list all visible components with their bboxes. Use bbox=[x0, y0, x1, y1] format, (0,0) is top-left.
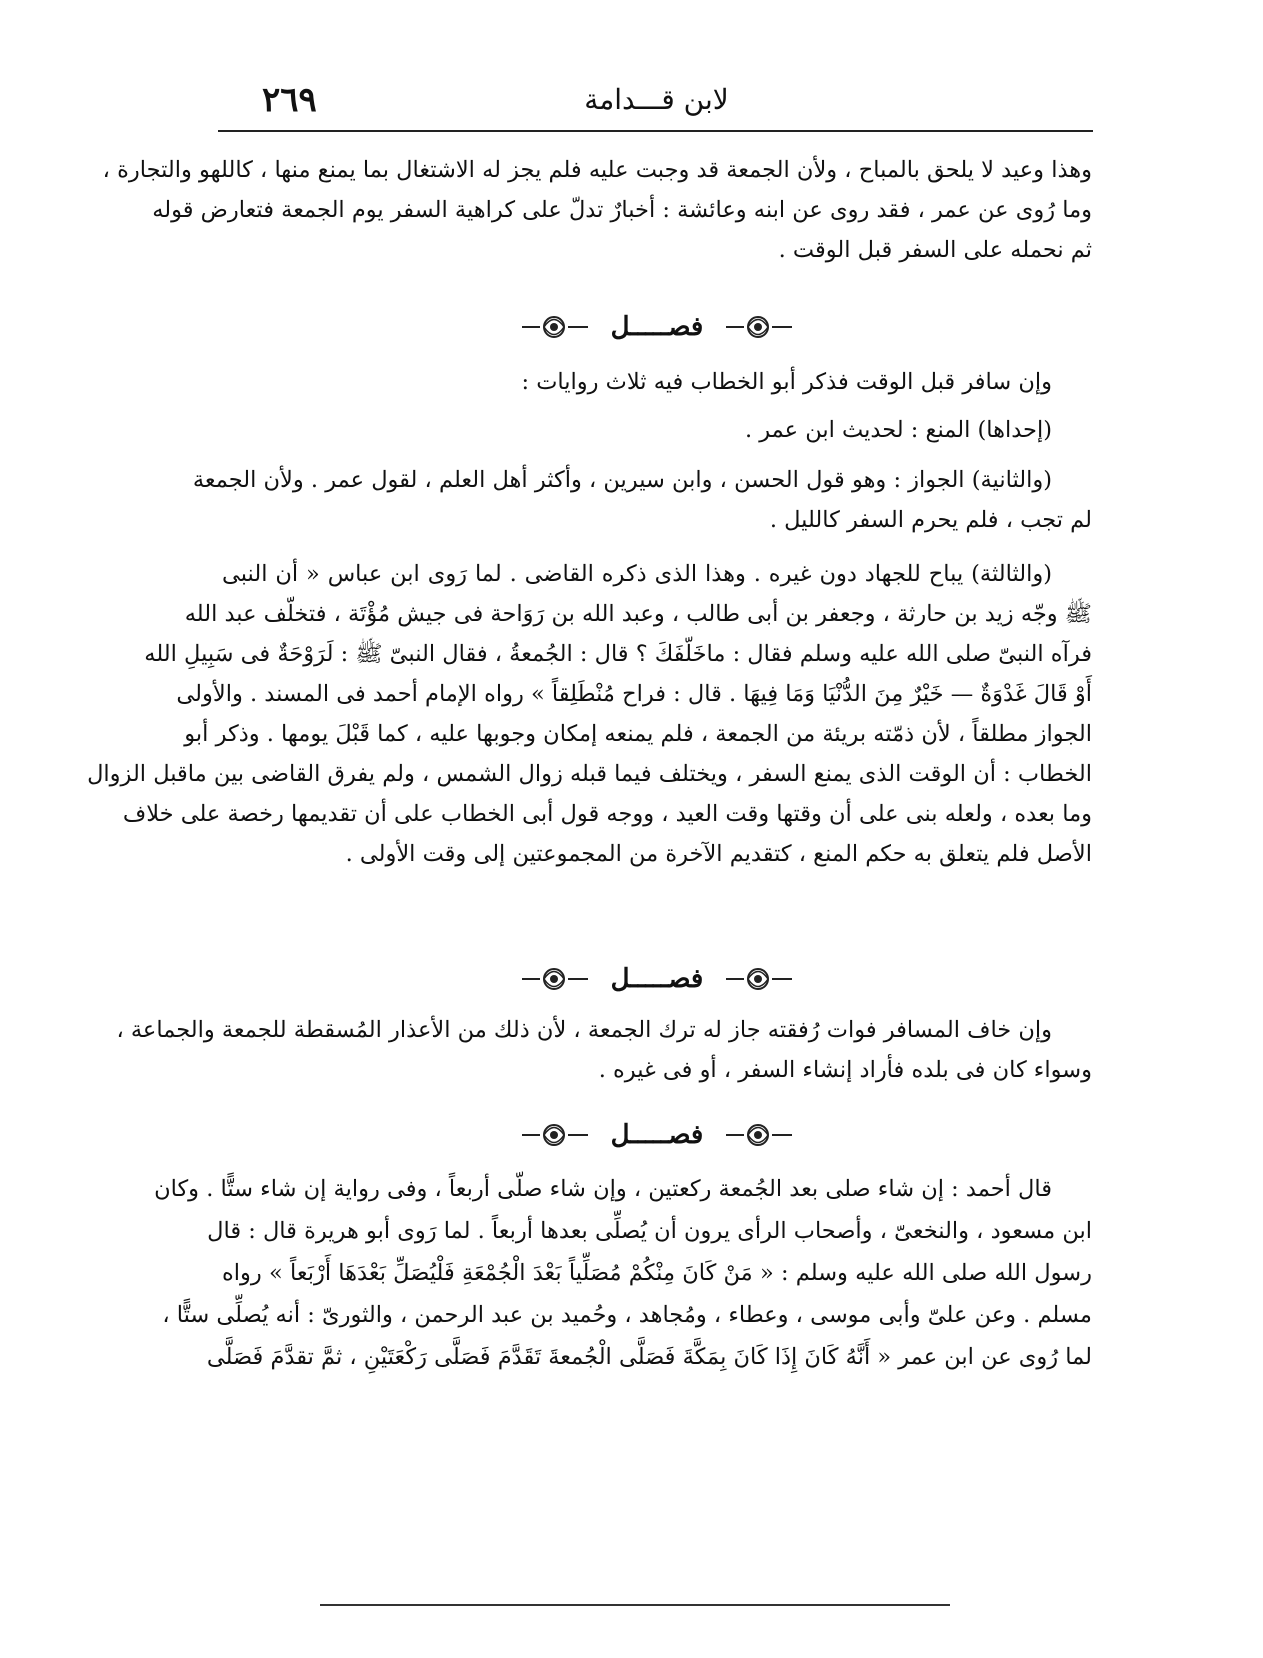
paragraph-opening bbox=[102, 150, 1092, 270]
text-line: ابن مسعود ، والنخعىّ ، وأصحاب الرأى يرون أن يُصلِّى بعدها أربعاً . لما رَوى أبو هريرة قال : قال bbox=[207, 1218, 1092, 1244]
text-line: وسواء كان فى بلده فأراد إنشاء السفر ، أو فى غيره . bbox=[598, 1057, 1092, 1083]
section-body bbox=[154, 1168, 1092, 1378]
text-line: قال أحمد : إن شاء صلى بعد الجُمعة ركعتين ، وإن شاء صلّى أربعاً ، وفى رواية إن شاء ستًّا . وكان bbox=[154, 1176, 1052, 1202]
text-line: وما بعده ، ولعله بنى على أن وقتها وقت العيد ، ووجه قول أبى الخطاب على أن تقديمها رخصة على خلاف bbox=[122, 801, 1092, 827]
text-line: ﷺ وجّه زيد بن حارثة ، وجعفر بن أبى طالب ، وعبد الله بن رَوَاحة فى جيش مُؤْتَة ، فتخلّف عبد الله bbox=[184, 601, 1092, 627]
text-line: (والثالثة) يباح للجهاد دون غيره . وهذا الذى ذكره القاضى . لما رَوى ابن عباس « أن النبى bbox=[222, 561, 1052, 587]
section-heading bbox=[222, 956, 1092, 1000]
ornament-icon bbox=[520, 964, 590, 994]
ornament-icon bbox=[724, 1120, 794, 1150]
text-line: (والثانية) الجواز : وهو قول الحسن ، وابن سيرين ، وأكثر أهل العلم ، لقول عمر . ولأن الجمعة bbox=[192, 467, 1052, 493]
section-body bbox=[116, 1010, 1092, 1090]
ornament-icon bbox=[520, 1120, 590, 1150]
text-line: لم تجب ، فلم يحرم السفر كالليل . bbox=[769, 507, 1092, 533]
page-number: ٢٦٩ bbox=[262, 80, 317, 120]
text-line: وإن سافر قبل الوقت فذكر أبو الخطاب فيه ثلاث روايات : bbox=[521, 369, 1052, 395]
text-line: وما رُوى عن عمر ، فقد روى عن ابنه وعائشة : أخبارٌ تدلّ على كراهية السفر يوم الجمعة فتعارض قوله bbox=[152, 197, 1092, 223]
section-body bbox=[87, 362, 1092, 874]
text-line: مسلم . وعن علىّ وأبى موسى ، وعطاء ، ومُجاهد ، وحُميد بن عبد الرحمن ، والثورىّ : أنه يُصلِّى ستًّا ، bbox=[162, 1302, 1092, 1328]
text-line: وهذا وعيد لا يلحق بالمباح ، ولأن الجمعة قد وجبت عليه فلم يجز له الاشتغال بما يمنع منها ، كاللهو والتجارة ، bbox=[102, 157, 1092, 183]
ornament-icon bbox=[724, 964, 794, 994]
text-line: رسول الله صلى الله عليه وسلم : « مَنْ كَانَ مِنْكُمْ مُصَلِّياً بَعْدَ الْجُمْعَةِ فَلْيُصَلِّ بَعْدَهَا أَرْبَعاً » رواه bbox=[222, 1260, 1092, 1286]
section-heading-label: فصـــــل bbox=[610, 1120, 704, 1150]
text-line: ثم نحمله على السفر قبل الوقت . bbox=[778, 237, 1092, 263]
text-line: أَوْ قَالَ غَدْوَةٌ — خَيْرٌ مِنَ الدُّنْيَا وَمَا فِيهَا . قال : فراح مُنْطَلِقاً » رواه الإمام أحمد فى المسند . والأولى bbox=[176, 681, 1092, 707]
running-title: لابن قـــدامة bbox=[584, 83, 729, 116]
text-line: فرآه النبىّ صلى الله عليه وسلم فقال : ماخَلّفَكَ ؟ قال : الجُمعةُ ، فقال النبىّ ﷺ : لَرَوْحَةٌ فى سَبِيلِ الله bbox=[144, 641, 1092, 667]
section-heading-label: فصـــــل bbox=[610, 312, 704, 342]
header-rule bbox=[218, 130, 1093, 132]
section-heading-label: فصـــــل bbox=[610, 964, 704, 994]
text-line: الأصل فلم يتعلق به حكم المنع ، كتقديم الآخرة من المجموعتين إلى وقت الأولى . bbox=[345, 841, 1092, 867]
section-heading bbox=[222, 304, 1092, 348]
text-line: لما رُوى عن ابن عمر « أَنَّهُ كَانَ إِذَا كَانَ بِمَكَّةَ فَصَلَّى الْجُمعةَ تَقَدَّمَ فَصَلَّى رَكْعَتَيْنِ ، ثمَّ تقدَّمَ فَصَلَّى bbox=[206, 1344, 1092, 1370]
footnote-rule bbox=[320, 1604, 950, 1606]
ornament-icon bbox=[724, 312, 794, 342]
text-line: وإن خاف المسافر فوات رُفقته جاز له ترك الجمعة ، لأن ذلك من الأعذار المُسقطة للجمعة والجماعة ، bbox=[116, 1017, 1052, 1043]
section-heading bbox=[222, 1112, 1092, 1156]
ornament-icon bbox=[520, 312, 590, 342]
text-line: (إحداها) المنع : لحديث ابن عمر . bbox=[744, 417, 1052, 443]
text-line: الجواز مطلقاً ، لأن ذمّته بريئة من الجمعة ، فلم يمنعه إمكان وجوبها عليه ، كما قَبْلَ يومها . وذكر أبو bbox=[184, 721, 1092, 747]
page-header bbox=[220, 78, 1093, 128]
text-line: الخطاب : أن الوقت الذى يمنع السفر ، ويختلف فيما قبله زوال الشمس ، ولم يفرق القاضى بين ماقبل الزوال bbox=[87, 761, 1092, 787]
